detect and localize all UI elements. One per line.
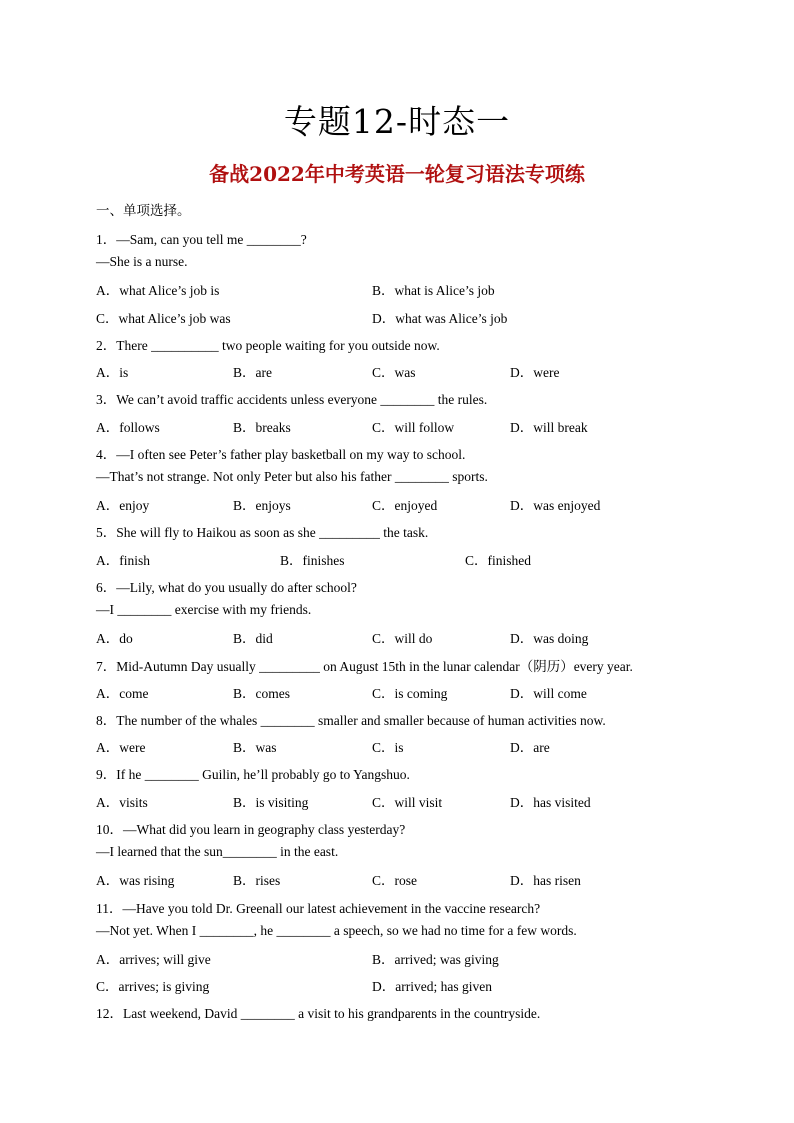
option-d: D．has risen — [510, 873, 581, 888]
option-b: B．rises — [233, 873, 281, 888]
question-reply: —That’s not strange. Not only Peter but also his father ________ sports. — [96, 469, 488, 484]
option-c: C．what Alice’s job was — [96, 311, 231, 326]
page-title: 专题12-时态一 — [283, 102, 511, 141]
option-d: D．arrived; has given — [372, 979, 492, 994]
option-c: C．is — [372, 740, 404, 755]
option-a: A．follows — [96, 420, 160, 435]
option-b: B．comes — [233, 686, 290, 701]
option-c: C．rose — [372, 873, 417, 888]
question-reply: —I ________ exercise with my friends. — [96, 602, 312, 617]
option-c: C．arrives; is giving — [96, 979, 210, 994]
option-c: C．finished — [465, 553, 531, 568]
question-stem: 11．—Have you told Dr. Greenall our latest achievement in the vaccine research? — [96, 901, 541, 916]
option-a: A．what Alice’s job is — [96, 283, 220, 298]
page-subtitle: 备战2022年中考英语一轮复习语法专项练 — [209, 162, 585, 186]
option-d: D．was doing — [510, 631, 589, 646]
option-b: B．enjoys — [233, 498, 291, 513]
question-stem: 2．There __________ two people waiting for you outside now. — [96, 338, 440, 353]
option-b: B．arrived; was giving — [372, 952, 499, 967]
option-c: C．was — [372, 365, 416, 380]
option-b: B．breaks — [233, 420, 291, 435]
question-stem: 7．Mid-Autumn Day usually _________ on August 15th in the lunar calendar（阴历）every year. — [96, 659, 633, 674]
question-stem: 5．She will fly to Haikou as soon as she _________ the task. — [96, 525, 429, 540]
option-c: C．will follow — [372, 420, 455, 435]
question-reply: —I learned that the sun________ in the east. — [96, 844, 339, 859]
section-heading: 一、单项选择。 — [96, 203, 191, 218]
option-c: C．will visit — [372, 795, 443, 810]
question-reply: —She is a nurse. — [96, 254, 188, 269]
option-c: C．will do — [372, 631, 433, 646]
option-b: B．finishes — [280, 553, 345, 568]
option-c: C．enjoyed — [372, 498, 438, 513]
option-b: B．was — [233, 740, 277, 755]
question-stem: 3．We can’t avoid traffic accidents unless everyone ________ the rules. — [96, 392, 488, 407]
option-a: A．visits — [96, 795, 148, 810]
question-stem: 6．—Lily, what do you usually do after school? — [96, 580, 357, 595]
option-a: A．enjoy — [96, 498, 150, 513]
option-b: B．is visiting — [233, 795, 309, 810]
option-a: A．was rising — [96, 873, 175, 888]
option-a: A．were — [96, 740, 146, 755]
option-a: A．is — [96, 365, 129, 380]
option-d: D．was enjoyed — [510, 498, 601, 513]
option-d: D．will break — [510, 420, 588, 435]
question-stem: 12．Last weekend, David ________ a visit to his grandparents in the countryside. — [96, 1006, 541, 1021]
option-d: D．has visited — [510, 795, 591, 810]
question-reply: —Not yet. When I ________, he ________ a speech, so we had no time for a few words. — [96, 923, 577, 938]
option-d: D．were — [510, 365, 560, 380]
option-b: B．what is Alice’s job — [372, 283, 495, 298]
question-stem: 8．The number of the whales ________ smaller and smaller because of human activities now. — [96, 713, 606, 728]
option-a: A．finish — [96, 553, 150, 568]
option-d: D．what was Alice’s job — [372, 311, 508, 326]
question-stem: 1．—Sam, can you tell me ________? — [96, 232, 307, 247]
option-d: D．will come — [510, 686, 587, 701]
question-stem: 10．—What did you learn in geography class yesterday? — [96, 822, 406, 837]
option-a: A．come — [96, 686, 149, 701]
option-b: B．are — [233, 365, 272, 380]
option-a: A．do — [96, 631, 133, 646]
option-c: C．is coming — [372, 686, 448, 701]
option-b: B．did — [233, 631, 273, 646]
option-d: D．are — [510, 740, 550, 755]
option-a: A．arrives; will give — [96, 952, 211, 967]
question-stem: 9．If he ________ Guilin, he’ll probably go to Yangshuo. — [96, 767, 410, 782]
question-stem: 4．—I often see Peter’s father play basketball on my way to school. — [96, 447, 466, 462]
